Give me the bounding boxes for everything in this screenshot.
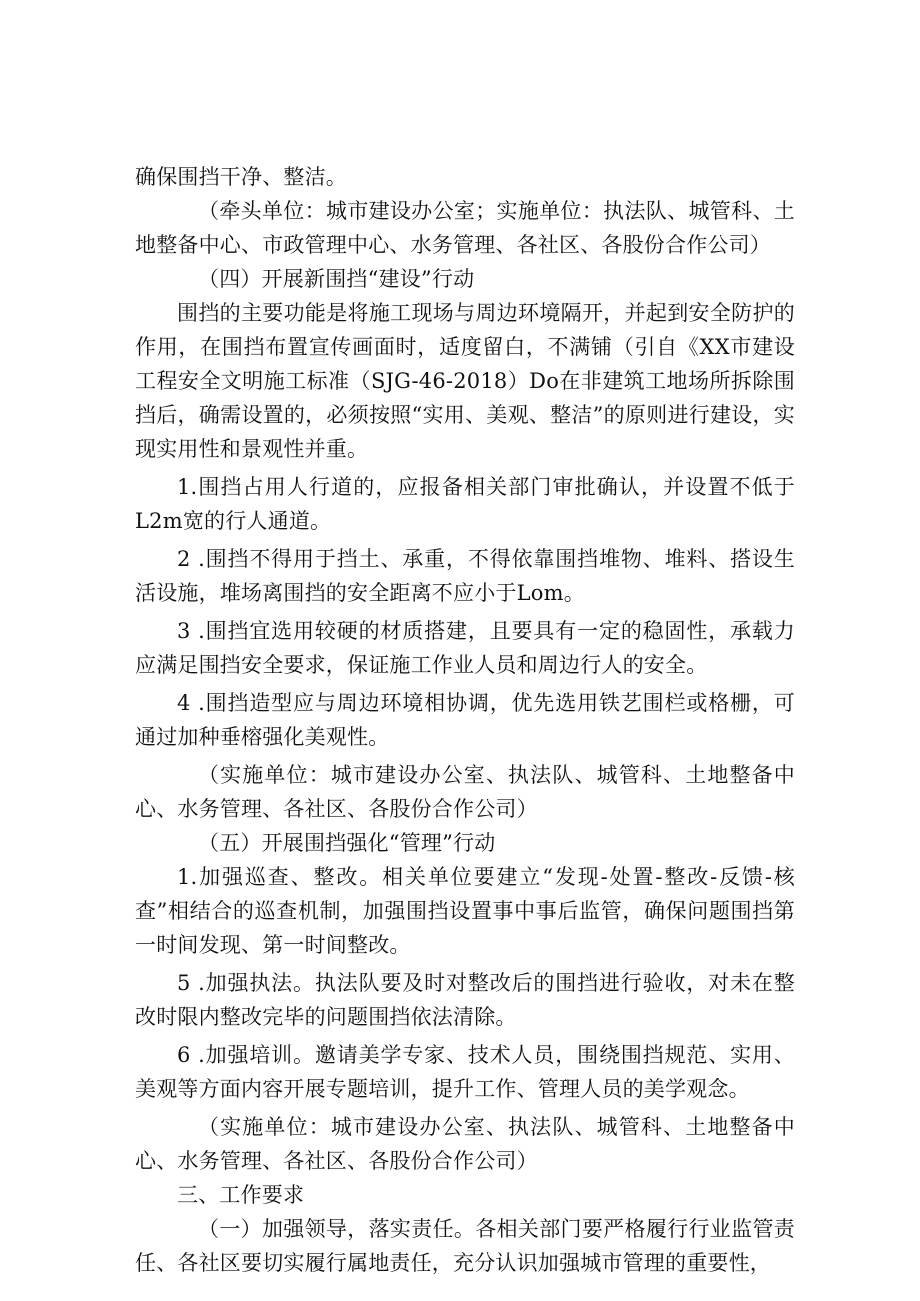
- paragraph-implement-unit: （实施单位：城市建设办公室、执法队、城管科、土地整备中心、水务管理、各社区、各股份合作公司）: [135, 763, 795, 821]
- paragraph-intro: 围挡的主要功能是将施工现场与周边环境隔开，并起到安全防护的作用，在围挡布置宣传画面时，适度留白，不满铺（引自《XX市建设工程安全文明施工标准（SJG-46-2018）Do在非建筑工地场所拆除围挡后，确需设置的，必须按照“实用、美观、整洁”的原则进行建设，实现实用性和景观性并重。: [135, 301, 795, 461]
- section-heading-3: 三、工作要求: [177, 1183, 305, 1207]
- section-heading-5: （五）开展围挡强化“管理”行动: [198, 831, 496, 855]
- paragraph-lead-unit: （牵头单位：城市建设办公室；实施单位：执法队、城管科、土地整备中心、市政管理中心、水务管理、各社区、各股份合作公司）: [135, 199, 795, 257]
- list-item-2: 2 .围挡不得用于挡土、承重，不得依靠围挡堆物、堆料、搭设生活设施，堆场离围挡的安全距离不应小于Lom。: [135, 547, 795, 605]
- list-item-3: 3 .围挡宜选用较硬的材质搭建，且要具有一定的稳固性，承载力应满足围挡安全要求，保证施工作业人员和周边行人的安全。: [135, 619, 795, 677]
- document-body: [135, 160, 795, 1280]
- paragraph-requirement-1: （一）加强领导，落实责任。各相关部门要严格履行行业监管责任、各社区要切实履行属地责任，充分认识加强城市管理的重要性，: [135, 1217, 795, 1275]
- list-item-5-1: 1.加强巡查、整改。相关单位要建立“发现-处置-整改-反馈-核查”相结合的巡查机制，加强围挡设置事中事后监管，确保问题围挡第一时间发现、第一时间整改。: [135, 865, 795, 957]
- list-item-5-2: 5 .加强执法。执法队要及时对整改后的围挡进行验收，对未在整改时限内整改完毕的问题围挡依法清除。: [135, 971, 795, 1029]
- section-heading-4: （四）开展新围挡“建设”行动: [198, 267, 475, 291]
- list-item-1: 1.围挡占用人行道的，应报备相关部门审批确认，并设置不低于L2m宽的行人通道。: [135, 475, 795, 533]
- paragraph-continuation: 确保围挡干净、整洁。: [135, 165, 347, 189]
- list-item-4: 4 .围挡造型应与周边环境相协调，优先选用铁艺围栏或格栅，可通过加种垂榕强化美观性。: [135, 691, 795, 749]
- paragraph-implement-unit-2: （实施单位：城市建设办公室、执法队、城管科、土地整备中心、水务管理、各社区、各股份合作公司）: [135, 1115, 795, 1173]
- list-item-5-3: 6 .加强培训。邀请美学专家、技术人员，围绕围挡规范、实用、美观等方面内容开展专题培训，提升工作、管理人员的美学观念。: [135, 1043, 795, 1101]
